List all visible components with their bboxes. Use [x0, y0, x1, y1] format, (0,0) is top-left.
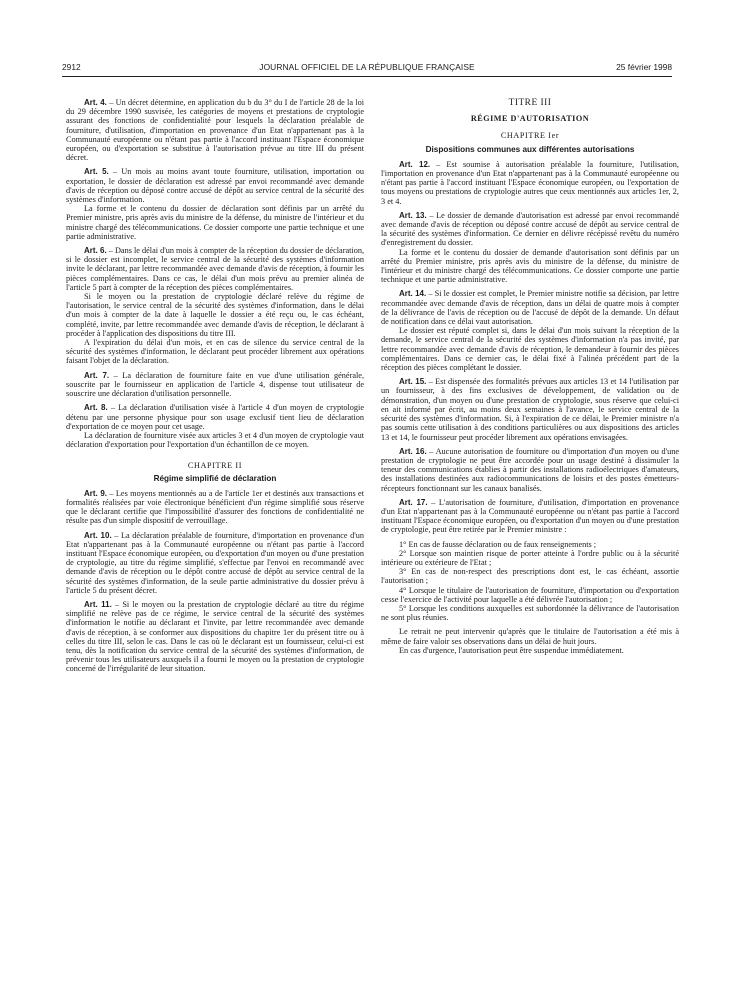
article-4: Art. 4. – Un décret détermine, en application du b du 3° du I de l'article 28 de la loi du 29 décembre 1990 susvisée, les catégories de moyens et prestations de cryptologie assurant des fonctions de confidentialité pour lesquels la déclaration préalable de fourniture, d'utilisation, d'importation en provenance d'un Etat n'appartenant pas à la Communauté européenne ou n'étant pas partie à l'accord instituant l'Espace économique européen, ou d'exportation se substitue à l'autorisation prévue au titre III du présent décret.	[66, 98, 365, 163]
header-rule	[62, 76, 672, 77]
article-label: Art. 9.	[84, 488, 107, 498]
article-17: Art. 17. – L'autorisation de fourniture, d'utilisation, d'importation en provenance d'un Etat n'appartenant pas à la Communauté européenne ou n'étant pas partie à l'accord instituant l'Espace économique européen, ou d'exportation d'un moyen ou d'une prestation de cryptologie, peut être retirée par le Premier ministre :	[381, 497, 679, 535]
paragraph: A l'expiration du délai d'un mois, et en cas de silence du service central de la sécurité des systèmes d'information, le déclarant peut procéder librement aux opérations faisant l'objet de la déclaration.	[66, 338, 364, 366]
article-label: Art. 5.	[84, 167, 109, 177]
paragraph: La déclaration de fourniture visée aux articles 3 et 4 d'un moyen de cryptologie vaut déclaration d'exportation pour l'exportation d'un échantillon de ce moyen.	[66, 430, 364, 450]
article-label: Art. 7.	[84, 370, 110, 380]
article-15: Art. 15. – Est dispensée des formalités prévues aux articles 13 et 14 l'utilisation par un fournisseur, à des fins exclusives de développement, de validation ou de démonstration, d'un moyen ou d'une prestation de cryptologie, sous réserve que celui-ci en ait informé par écrit, au moins deux semaines à l'avance, le service central de la sécurité des systèmes d'information. Si, à l'expiration de ce délai, le Premier ministre n'a pas soumis cette utilisation à des conditions particulières ou aux dispositions des articles 13 et 14, le fournisseur peut procéder librement aux opérations envisagées.	[381, 377, 679, 442]
title-subheading: RÉGIME D'AUTORISATION	[470, 114, 590, 124]
article-6: Art. 6. – Dans le délai d'un mois à compter de la réception du dossier de déclaration, si le dossier est incomplet, le service central de la sécurité des systèmes d'information invite le déclarant, par lettre recommandée avec demande d'avis de réception, à fournir les pièces complémentaires. Dans ce cas, le délai d'un mois prévu au premier alinéa de l'article 5 part à compter de la réception des pièces complémentaires.	[66, 246, 365, 292]
article-9: Art. 9. – Les moyens mentionnés au a de l'article 1er et destinés aux transactions et formalités réalisées par voie électronique bénéficient d'un régime simplifié sous réserve que le déclarant certifie que l'impossibilité d'assurer des fonctions de confidentialité ne résulte pas d'un simple dispositif de verrouillage.	[66, 488, 365, 526]
paragraph: La forme et le contenu du dossier de déclaration sont définis par un arrêté du Premier ministre, pris après avis du ministre de la défense, du ministre de l'intérieur et du ministre chargé des télécommunications. Ce dossier comporte une partie technique et une partie administrative.	[66, 204, 364, 241]
article-label: Art. 4.	[84, 98, 107, 107]
article-label: Art. 8.	[84, 403, 108, 413]
article-label: Art. 14.	[399, 289, 427, 299]
chapter-heading: CHAPITRE II	[187, 461, 243, 471]
publication-date: 25 février 1998	[616, 62, 672, 72]
paragraph: Si le moyen ou la prestation de cryptologie déclaré relève du régime de l'autorisation, le service central de la sécurité des systèmes d'information, dans le délai d'un mois à compter de la date à laquelle le dossier a été reçu ou, le cas échéant, complété, invite, par lettre recommandée avec demande d'avis de réception, le déclarant à procéder à l'application des dispositions du titre III.	[66, 292, 364, 338]
article-label: Art. 12.	[399, 159, 431, 169]
article-label: Art. 13.	[399, 210, 427, 220]
list-item: 3° En cas de non-respect des prescriptions dont est, le cas échéant, assortie l'autorisation ;	[381, 567, 679, 586]
chapter-title: Dispositions communes aux différentes autorisations	[425, 144, 635, 154]
article-13: Art. 13. – Le dossier de demande d'autorisation est adressé par envoi recommandé avec demande d'avis de réception ou déposé contre accusé de dépôt au service central de la sécurité des systèmes d'information. Ce dernier en délivre récépissé revêtu du numéro d'enregistrement du dossier.	[381, 210, 679, 248]
article-label: Art. 10.	[84, 530, 112, 540]
article-10: Art. 10. – La déclaration préalable de fourniture, d'importation en provenance d'un Etat n'appartenant pas à la Communauté européenne ou n'étant pas partie à l'accord instituant l'Espace économique européen, ou d'exportation d'un moyen ou d'une prestation de cryptologie, au titre du régime simplifié, s'effectue par l'envoi en recommandé avec demande d'avis de réception ou le dépôt contre accusé de dépôt au service central de la sécurité des systèmes d'information, de la seule partie administrative du dossier prévu à l'article 5 du présent décret.	[66, 530, 365, 595]
article-label: Art. 6.	[84, 246, 107, 256]
paragraph: La forme et le contenu du dossier de demande d'autorisation sont définis par un arrêté du Premier ministre, pris après avis du ministre de la défense, du ministre de l'intérieur et du ministre chargé des télécommunications. Ce dossier comporte une partie technique et une partie administrative.	[381, 247, 679, 285]
article-label: Art. 15.	[399, 377, 427, 387]
paragraph: En cas d'urgence, l'autorisation peut être suspendue immédiatement.	[399, 645, 624, 655]
list-item: 5° Lorsque les conditions auxquelles est subordonnée la délivrance de l'autorisation ne sont plus réunies.	[381, 603, 679, 623]
article-label: Art. 11.	[84, 599, 112, 609]
page-header	[62, 62, 672, 74]
list-item: 4° Lorsque le titulaire de l'autorisation de fourniture, d'importation ou d'exportation cesse l'exercice de l'activité pour laquelle a été délivrée l'autorisation ;	[381, 585, 679, 604]
list-item: 2° Lorsque son maintien risque de porter atteinte à l'ordre public ou à la sécurité intérieure ou extérieure de l'Etat ;	[381, 548, 679, 567]
page-number: 2912	[62, 62, 81, 72]
paragraph: Le dossier est réputé complet si, dans le délai d'un mois suivant la réception de la demande, le service central de la sécurité des systèmes d'information n'a pas invité, par lettre recommandée avec demande d'avis de réception, le demandeur à fournir des pièces complémentaires. Dans ce dernier cas, le délai fixé à l'alinéa précédent part de la réception des pièces complétant le dossier.	[381, 326, 679, 373]
journal-title: JOURNAL OFFICIEL DE LA RÉPUBLIQUE FRANÇAISE	[259, 62, 475, 72]
right-column	[381, 99, 679, 655]
article-label: Art. 16.	[399, 446, 427, 456]
article-12: Art. 12. – Est soumise à autorisation préalable la fourniture, l'utilisation, l'importation en provenance d'un Etat n'appartenant pas à la Communauté européenne ou n'étant pas partie à l'accord instituant l'Espace économique européen, ou l'exportation de tous moyens ou prestations de cryptologie autres que ceux mentionnés aux articles 1er, 2, 3 et 4.	[381, 159, 679, 206]
chapter-heading: CHAPITRE Ier	[500, 131, 560, 141]
article-5: Art. 5. – Un mois au moins avant toute fourniture, utilisation, importation ou exportation, le dossier de déclaration est adressé par envoi recommandé avec demande d'avis de réception ou déposé contre accusé de dépôt au service central de la sécurité des systèmes d'information.	[66, 167, 364, 205]
article-7: Art. 7. – La déclaration de fourniture faite en vue d'une utilisation générale, souscrite par le fournisseur en application de l'article 4, dispense tout utilisateur de souscrire une déclaration d'utilisation personnelle.	[66, 370, 365, 399]
article-14: Art. 14. – Si le dossier est complet, le Premier ministre notifie sa décision, par lettre recommandée avec demande d'avis de réception, dans un délai de quatre mois à compter de la délivrance de l'avis de réception ou de l'accusé de dépôt de la demande. Un défaut de notification dans ce délai vaut autorisation.	[381, 289, 680, 327]
article-16: Art. 16. – Aucune autorisation de fourniture ou d'importation d'un moyen ou d'une prestation de cryptologie ne peut être accordée pour un usage destiné à dissimuler la teneur des communications établies à partir des installations radioélectriques d'amateurs, des installations destinées aux radiocommunications de loisirs et des postes émetteurs-récepteurs fonctionnant sur les canaux banalisés.	[381, 446, 680, 493]
article-label: Art. 17.	[399, 497, 428, 507]
article-11: Art. 11. – Si le moyen ou la prestation de cryptologie déclaré au titre du régime simplifié ne relève pas de ce régime, le service central de la sécurité des systèmes d'information le notifie au déclarant et l'invite, par lettre recommandée avec demande d'avis de réception, à se conformer aux dispositions du chapitre 1er du présent titre ou à celles du titre III, selon le cas. Dans le cas où le déclarant est un fournisseur, celui-ci est tenu, dès la notification du service central de la sécurité des systèmes d'information, de prévenir tous les utilisateurs auxquels il a fourni le moyen ou la prestation de cryptologie concerné de l'irrégularité de leur situation.	[66, 599, 364, 674]
paragraph: Le retrait ne peut intervenir qu'après que le titulaire de l'autorisation a été mis à même de faire valoir ses observations dans un délai de huit jours.	[381, 627, 679, 646]
left-column	[66, 98, 364, 674]
title-heading: TITRE III	[508, 98, 552, 108]
list-item: 1° En cas de fausse déclaration ou de faux renseignements ;	[399, 539, 597, 549]
article-8: Art. 8. – La déclaration d'utilisation visée à l'article 4 d'un moyen de cryptologie détenu par une personne physique pour son usage exclusif tient lieu de déclaration d'exportation de ce moyen pour cet usage.	[66, 403, 365, 431]
chapter-title: Régime simplifié de déclaration	[153, 473, 277, 483]
